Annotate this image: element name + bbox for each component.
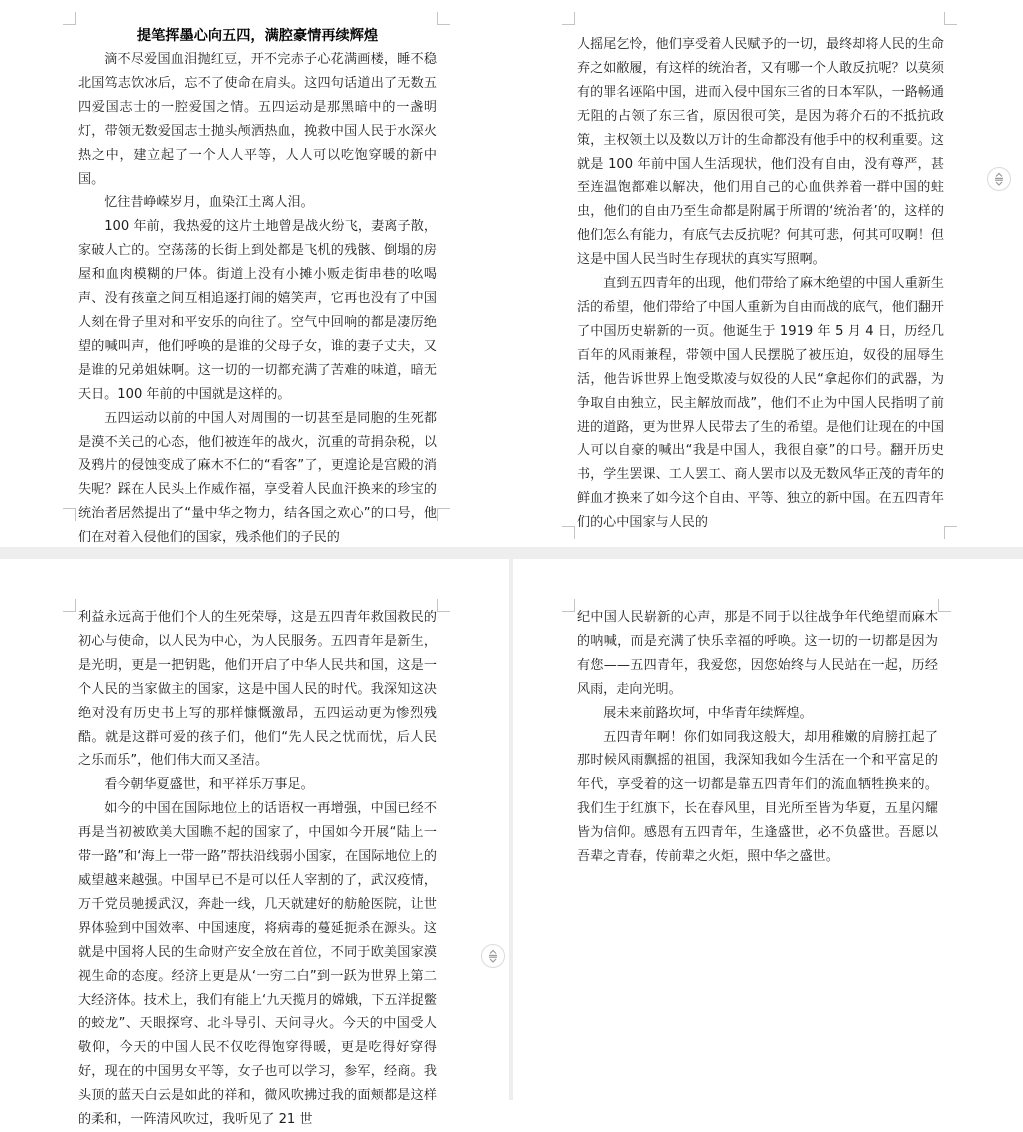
section-heading: 忆往昔峥嵘岁月，血染江土离人泪。 — [104, 195, 314, 211]
page-4-text — [577, 606, 938, 869]
page-1-text — [78, 24, 437, 550]
page-resize-handle[interactable] — [987, 167, 1011, 191]
crop-mark-top-right — [437, 599, 450, 612]
paragraph: 五四运动以前的中国人对周围的一切甚至是同胞的生死都是漠不关己的心态，他们被连年的战火，沉重的苛捐杂税，以及鸦片的侵蚀变成了麻木不仁的“看客”了，更遑论是宫殿的消失呢？踩在人民头上作威作福，享受着人民血汗换来的珍宝的统治者居然提出了“量中华之物力，结各国之欢心”的口号，他们在对着入侵他们的国家，残杀他们的子民的 — [78, 410, 437, 546]
page-2-text — [577, 33, 944, 535]
paragraph: 五四青年啊！你们如同我这般大，却用稚嫩的肩膀扛起了那时候风雨飘摇的祖国，我深知我如今生活在一个和平富足的年代，享受着的这一切都是靠五四青年们的流血牺牲换来的。我们生于红旗下，长在春风里，目光所至皆为华夏，五星闪耀皆为信仰。感恩有五四青年，生逢盛世，必不负盛世。吾愿以吾辈之青春，传前辈之火炬，照中华之盛世。 — [577, 729, 938, 865]
section-heading: 看今朝华夏盛世，和平祥乐万事足。 — [104, 777, 314, 793]
document-title: 提笔挥墨心向五四，满腔豪情再续辉煌 — [136, 28, 379, 44]
crop-mark-top-left — [562, 12, 575, 25]
crop-mark-bottom-right — [437, 508, 450, 521]
paragraph: 直到五四青年的出现，他们带给了麻木绝望的中国人重新生活的希望，他们带给了中国人重新为自由而战的底气，他们翻开了中国历史崭新的一页。他诞生于 1919 年 5 月 4 日，历经几百年的风雨兼程，带领中国人民摆脱了被压迫，奴役的屈辱生活，他告诉世界上饱受欺凌与奴役的人民“拿起你们的武器，为争取自由独立，民主解放而战”，他们不止为中国人民指明了前进的道路，更为世界人民带去了生的希望。是他们让现在的中国人可以自豪的喊出“我是中国人，我很自豪”的口号。翻开历史书，学生罢课、工人罢工、商人罢市以及无数风华正茂的青年的鲜血才换来了如今这个自由、平等、独立的新中国。在五四青年们的心中国家与人民的 — [577, 276, 944, 531]
crop-mark-top-right — [437, 12, 450, 25]
crop-mark-top-right — [938, 599, 951, 612]
paragraph: 人摇尾乞怜，他们享受着人民赋予的一切，最终却将人民的生命弃之如敝履，有这样的统治者，又有哪一个人敢反抗呢？以莫须有的罪名诬陷中国，进而入侵中国东三省的日本军队，一路畅通无阻的占领了东三省，原因很可笑，是因为蒋介石的不抵抗政策，主权领土以及数以万计的生命都没有他手中的权利重要。这就是 100 年前中国人生活现状，他们没有自由，没有尊严，甚至连温饱都难以解决，他们用自己的心血供养着一群中国的蛀虫，他们的自由乃至生命都是附属于所谓的‘统治者’的，这样的他们怎么有能力，有底气去反抗呢？何其可悲，何其可叹啊！但这是中国人民当时生存现状的真实写照啊。 — [577, 37, 944, 268]
section-heading: 展未来前路坎坷，中华青年续辉煌。 — [603, 705, 813, 721]
page-resize-handle[interactable] — [481, 944, 505, 968]
document-page-4 — [513, 559, 1023, 1100]
paragraph: 滴不尽爱国血泪抛红豆，开不完赤子心花满画楼，睡不稳北国笃志饮冰后，忘不了使命在肩头。这四句话道出了无数五四爱国志士的一腔爱国之情。五四运动是那黑暗中的一盏明灯，带领无数爱国志士抛头颅洒热血，挽救中国人民于水深火热之中，建立起了一个人人平等，人人可以吃饱穿暖的新中国。 — [78, 52, 437, 187]
crop-mark-top-left — [562, 599, 575, 612]
crop-mark-top-left — [63, 599, 76, 612]
paragraph: 纪中国人民崭新的心声，那是不同于以往战争年代绝望而麻木的呐喊，而是充满了快乐幸福的呼唤。这一切的一切都是因为有您——五四青年，我爱您，因您始终与人民站在一起，历经风雨，走向光明。 — [577, 610, 938, 697]
resize-handle-icon — [486, 949, 500, 963]
paragraph: 100 年前，我热爱的这片土地曾是战火纷飞，妻离子散，家破人亡的。空荡荡的长街上到处都是飞机的残骸、倒塌的房屋和血肉模糊的尸体。街道上没有小摊小贩走街串巷的吆喝声、没有孩童之间互相追逐打闹的嬉笑声，它再也没有了中国人刻在骨子里对和平安乐的向往了。空气中回响的都是凄厉绝望的喊叫声，他们呼唤的是谁的父母子女，谁的妻子丈夫，又是谁的兄弟姐妹啊。这一切的一切都充满了苦难的味道，暗无天日。100 年前的中国就是这样的。 — [78, 219, 437, 402]
resize-handle-icon — [992, 172, 1006, 186]
document-page-3 — [0, 559, 509, 1128]
crop-mark-top-left — [63, 12, 76, 25]
document-page-1 — [0, 0, 509, 547]
crop-mark-top-right — [944, 12, 957, 25]
page-3-text — [78, 606, 437, 1132]
paragraph: 如今的中国在国际地位上的话语权一再增强，中国已经不再是当初被欧美大国瞧不起的国家了，中国如今开展“陆上一带一路”和‘海上一带一路”帮扶沿线弱小国家，在国际地位上的威望越来越强。中国早已不是可以任人宰割的了，武汉疫情，万千党员驰援武汉，奔赴一线，几天就建好的舫舱医院，让世界体验到中国效率、中国速度，将病毒的蔓延扼杀在源头。这就是中国将人民的生命财产安全放在首位，不同于欧美国家漠视生命的态度。经济上更是从‘一穷二白”到一跃为世界上第二大经济体。技术上，我们有能上‘九天揽月的嫦娥，下五洋捉鳖的蛟龙”、天眼探穹、北斗导引、天问寻火。今天的中国受人敬仰，今天的中国人民不仅吃得饱穿得暖，更是吃得好穿得好，现在的中国男女平等，女子也可以学习，参军，经商。我头顶的蓝天白云是如此的祥和，微风吹拂过我的面颊都是这样的柔和，一阵清风吹过，我听见了 21 世 — [78, 801, 437, 1128]
crop-mark-bottom-left — [562, 526, 575, 539]
crop-mark-bottom-right — [944, 526, 957, 539]
crop-mark-bottom-left — [63, 508, 76, 521]
paragraph: 利益永远高于他们个人的生死荣辱，这是五四青年救国救民的初心与使命，以人民为中心，为人民服务。五四青年是新生，是光明，更是一把钥匙，他们开启了中华人民共和国，这是一个人民的当家做主的国家，这是中国人民的时代。我深知这决绝对没有历史书上写的那样慷慨激昂，五四运动更为惨烈残酷。就是这群可爱的孩子们，他们“先人民之忧而忧，后人民之乐而乐”，他们伟大而又圣洁。 — [78, 610, 437, 769]
document-page-2 — [513, 0, 1023, 547]
